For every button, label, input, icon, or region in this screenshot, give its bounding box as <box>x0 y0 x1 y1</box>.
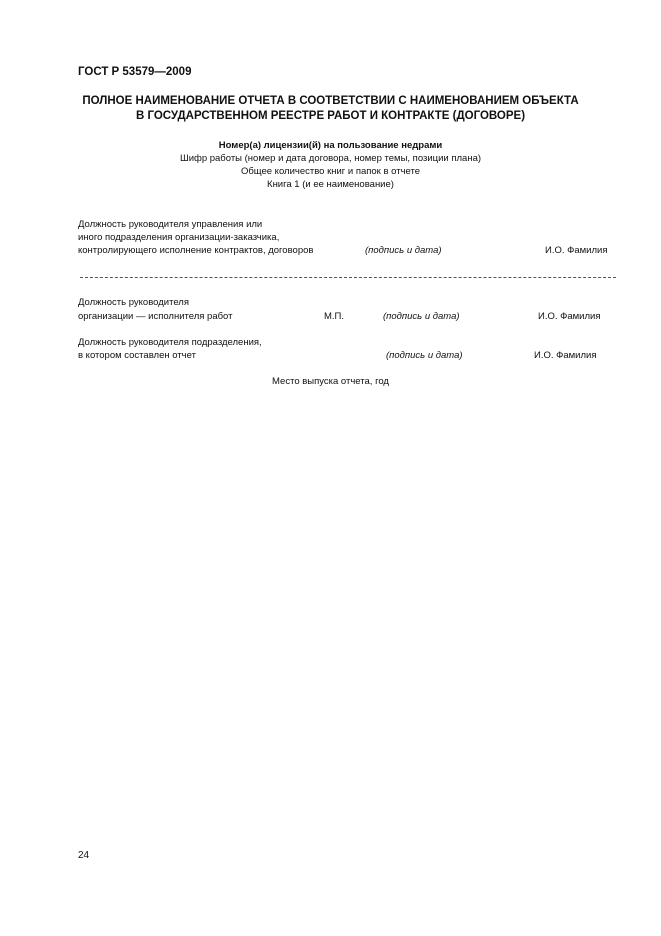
books-count: Общее количество книг и папок в отчете <box>240 166 421 177</box>
department-position-line-2: в котором составлен отчет <box>78 350 196 361</box>
customer-signature: (подпись и дата) <box>365 245 442 256</box>
standard-number: ГОСТ Р 53579—2009 <box>78 66 192 78</box>
executor-signature: (подпись и дата) <box>383 311 460 322</box>
report-title-line-1: ПОЛНОЕ НАИМЕНОВАНИЕ ОТЧЕТА В СООТВЕТСТВИИ С НАИМЕНОВАНИЕМ ОБЪЕКТА <box>82 95 579 107</box>
executor-name: И.О. Фамилия <box>538 311 601 322</box>
customer-position-line-2: иного подразделения организации-заказчика, <box>78 232 280 243</box>
customer-position-line-3: контролирующего исполнение контрактов, договоров <box>78 245 314 256</box>
executor-position-line-1: Должность руководителя <box>78 297 189 308</box>
department-name: И.О. Фамилия <box>534 350 597 361</box>
page-number: 24 <box>78 850 90 861</box>
executor-position-line-2: организации — исполнителя работ <box>78 311 233 322</box>
customer-position-line-1: Должность руководителя управления или <box>78 219 263 230</box>
report-title-line-2: В ГОСУДАРСТВЕННОМ РЕЕСТРЕ РАБОТ И КОНТРАКТЕ (ДОГОВОРЕ) <box>135 110 526 122</box>
divider-line <box>80 277 616 278</box>
place-and-year: Место выпуска отчета, год <box>272 376 389 387</box>
customer-name: И.О. Фамилия <box>545 245 608 256</box>
department-position-line-1: Должность руководителя подразделения, <box>78 337 262 348</box>
book-title: Книга 1 (и ее наименование) <box>267 179 394 190</box>
department-signature: (подпись и дата) <box>386 350 463 361</box>
stamp-place: М.П. <box>324 311 345 322</box>
license-number: Номер(а) лицензии(й) на пользование недрами <box>218 140 443 151</box>
work-cipher: Шифр работы (номер и дата договора, номер темы, позиции плана) <box>179 153 482 164</box>
